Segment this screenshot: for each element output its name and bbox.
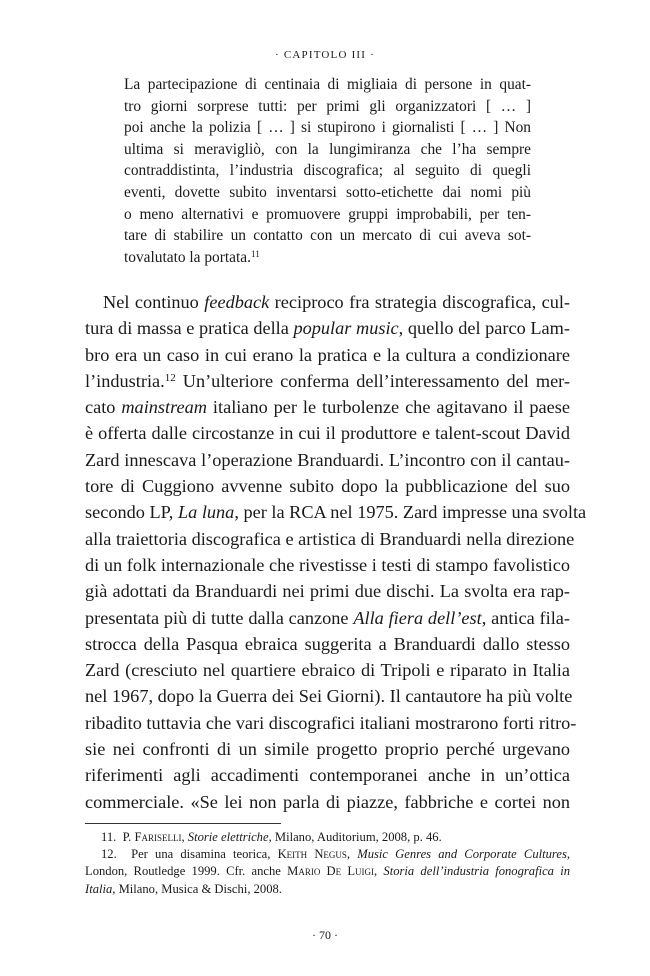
body-paragraph bbox=[85, 289, 587, 815]
text: secondo LP, bbox=[85, 502, 178, 523]
body-line bbox=[85, 499, 587, 525]
footnote-line: 11. P. Fariselli, Storie elettriche, Milano, Auditorium, 2008, p. 46. bbox=[101, 830, 442, 844]
footnote-11 bbox=[85, 829, 570, 846]
footnote-ref-12: 12 bbox=[164, 371, 176, 384]
italic-term: mainstream bbox=[121, 397, 208, 418]
body-line: bro era un caso in cui erano la pratica e la cultura a condizionare bbox=[85, 344, 570, 365]
body-line bbox=[85, 368, 570, 394]
body-line: commerciale. «Se lei non parla di piazze, fabbriche e cortei non bbox=[85, 791, 570, 812]
body-line: Zard innescava l’operazione Branduardi. L’incontro con il cantau- bbox=[85, 449, 570, 470]
text: l’industria. bbox=[85, 370, 165, 391]
footnote-number: 12. bbox=[101, 847, 117, 862]
footnote-ref-11: 11 bbox=[250, 248, 260, 259]
text: , Milano, Musica & Dischi, 2008. bbox=[112, 881, 282, 896]
text: reciproco fra strategia discografica, cul- bbox=[269, 292, 570, 312]
body-line: riferimenti agli accadimenti contemporanei anche in un’ottica bbox=[85, 765, 570, 786]
italic-term: popular music bbox=[293, 318, 399, 339]
body-line bbox=[85, 315, 570, 341]
italic-title: La luna bbox=[177, 502, 235, 523]
quote-line: La partecipazione di centinaia di migliaia di persone in quat- bbox=[124, 76, 531, 93]
text: , antica fila- bbox=[481, 607, 570, 628]
body-line: Zard (cresciuto nel quartiere ebraico di Tripoli e riparato in Italia bbox=[85, 660, 570, 681]
footnote-line bbox=[85, 881, 570, 898]
author: Mario De Luigi bbox=[287, 864, 375, 879]
footnote-number: 11. bbox=[101, 830, 117, 844]
body-line: sie nei confronti di un simile progetto proprio perché urgevano bbox=[85, 739, 570, 760]
quote-line bbox=[124, 247, 531, 269]
block-quote bbox=[124, 74, 531, 268]
text: Per una disamina teorica, bbox=[131, 847, 278, 862]
quote-line: o meno alternativi e promuovere gruppi improbabili, per ten- bbox=[124, 205, 531, 223]
footnotes bbox=[85, 829, 570, 898]
italic-title: Alla fiera dell’est bbox=[353, 607, 482, 628]
text: Un’ulteriore conferma dell’interessamento del mer- bbox=[175, 370, 570, 391]
italic-title: Italia bbox=[85, 881, 113, 896]
body-line: strocca della Pasqua ebraica suggerita a Branduardi dallo stesso bbox=[85, 633, 570, 654]
footnote-12 bbox=[85, 846, 570, 898]
author: P. Fariselli bbox=[122, 830, 182, 844]
footnote-rule bbox=[85, 823, 281, 824]
body-line: ribadito tuttavia che vari discografici italiani mostrarono forti ritro- bbox=[85, 712, 577, 733]
quote-line-text: tovalutato la portata. bbox=[124, 248, 251, 266]
quote-line: tro giorni sorprese tutti: per primi gli organizzatori [ … ] bbox=[124, 97, 531, 115]
italic-title: Music Genres and Corporate Cultures bbox=[357, 847, 567, 862]
body-line: è offerta dalle circostanze in cui il produttore e talent-scout David bbox=[85, 423, 570, 444]
body-line bbox=[85, 605, 570, 631]
author: Keith Negus bbox=[277, 847, 347, 862]
text: , Milano, Auditorium, 2008, p. 46. bbox=[268, 830, 442, 844]
text: presentata più di tutte dalla canzone bbox=[85, 607, 354, 628]
body-line bbox=[85, 394, 570, 420]
text: London, Routledge 1999. Cfr. anche bbox=[85, 864, 288, 879]
body-line: tore di Cuggiono avvenne subito dopo la pubblicazione del suo bbox=[85, 476, 570, 497]
text: cato bbox=[85, 397, 122, 418]
text: Nel continuo bbox=[103, 292, 205, 312]
footnote-line: London, Routledge 1999. Cfr. anche Mario De Luigi, Storia dell’industria fonografica in bbox=[85, 864, 570, 879]
body-line: nel 1967, dopo la Guerra dei Sei Giorni). Il cantautore ha più volte bbox=[85, 686, 573, 707]
body-line: alla traiettoria discografica e artistica di Branduardi nella direzione bbox=[85, 528, 575, 549]
footnote-line: 12. Per una disamina teorica, Keith Negus, Music Genres and Corporate Cultures, bbox=[101, 847, 570, 862]
quote-line: poi anche la polizia [ … ] si stupirono i giornalisti [ … ] Non bbox=[124, 119, 531, 137]
quote-line: contraddistinta, l’industria discografica; al seguito di quegli bbox=[124, 162, 531, 180]
quote-line: eventi, dovette subito inventarsi sotto-etichette dai nomi più bbox=[124, 183, 531, 201]
running-head: · CAPITOLO III · bbox=[275, 49, 375, 61]
body-line: già adottati da Branduardi nei primi due dischi. La svolta era rap- bbox=[85, 581, 570, 602]
text: italiano per le turbolenze che agitavano il paese bbox=[207, 397, 570, 418]
italic-title: Storie elettriche bbox=[187, 830, 269, 844]
quote-line: tare di stabilire un contatto con un mercato di cui aveva sot- bbox=[124, 227, 531, 245]
quote-line: ultima si meravigliò, con la lungimiranza che l’ha sempre bbox=[124, 140, 531, 158]
body-line: di un folk internazionale che rivestisse i testi di stampo favolistico bbox=[85, 554, 570, 575]
page-number: · 70 · bbox=[312, 928, 338, 942]
text: , per la RCA nel 1975. Zard impresse una svolta bbox=[234, 502, 587, 523]
text: tura di massa e pratica della bbox=[85, 318, 294, 339]
text: , quello del parco Lam- bbox=[398, 318, 570, 339]
body-line bbox=[85, 289, 570, 315]
italic-title: Storia dell’industria fonografica in bbox=[383, 864, 570, 879]
italic-term: feedback bbox=[204, 292, 270, 312]
